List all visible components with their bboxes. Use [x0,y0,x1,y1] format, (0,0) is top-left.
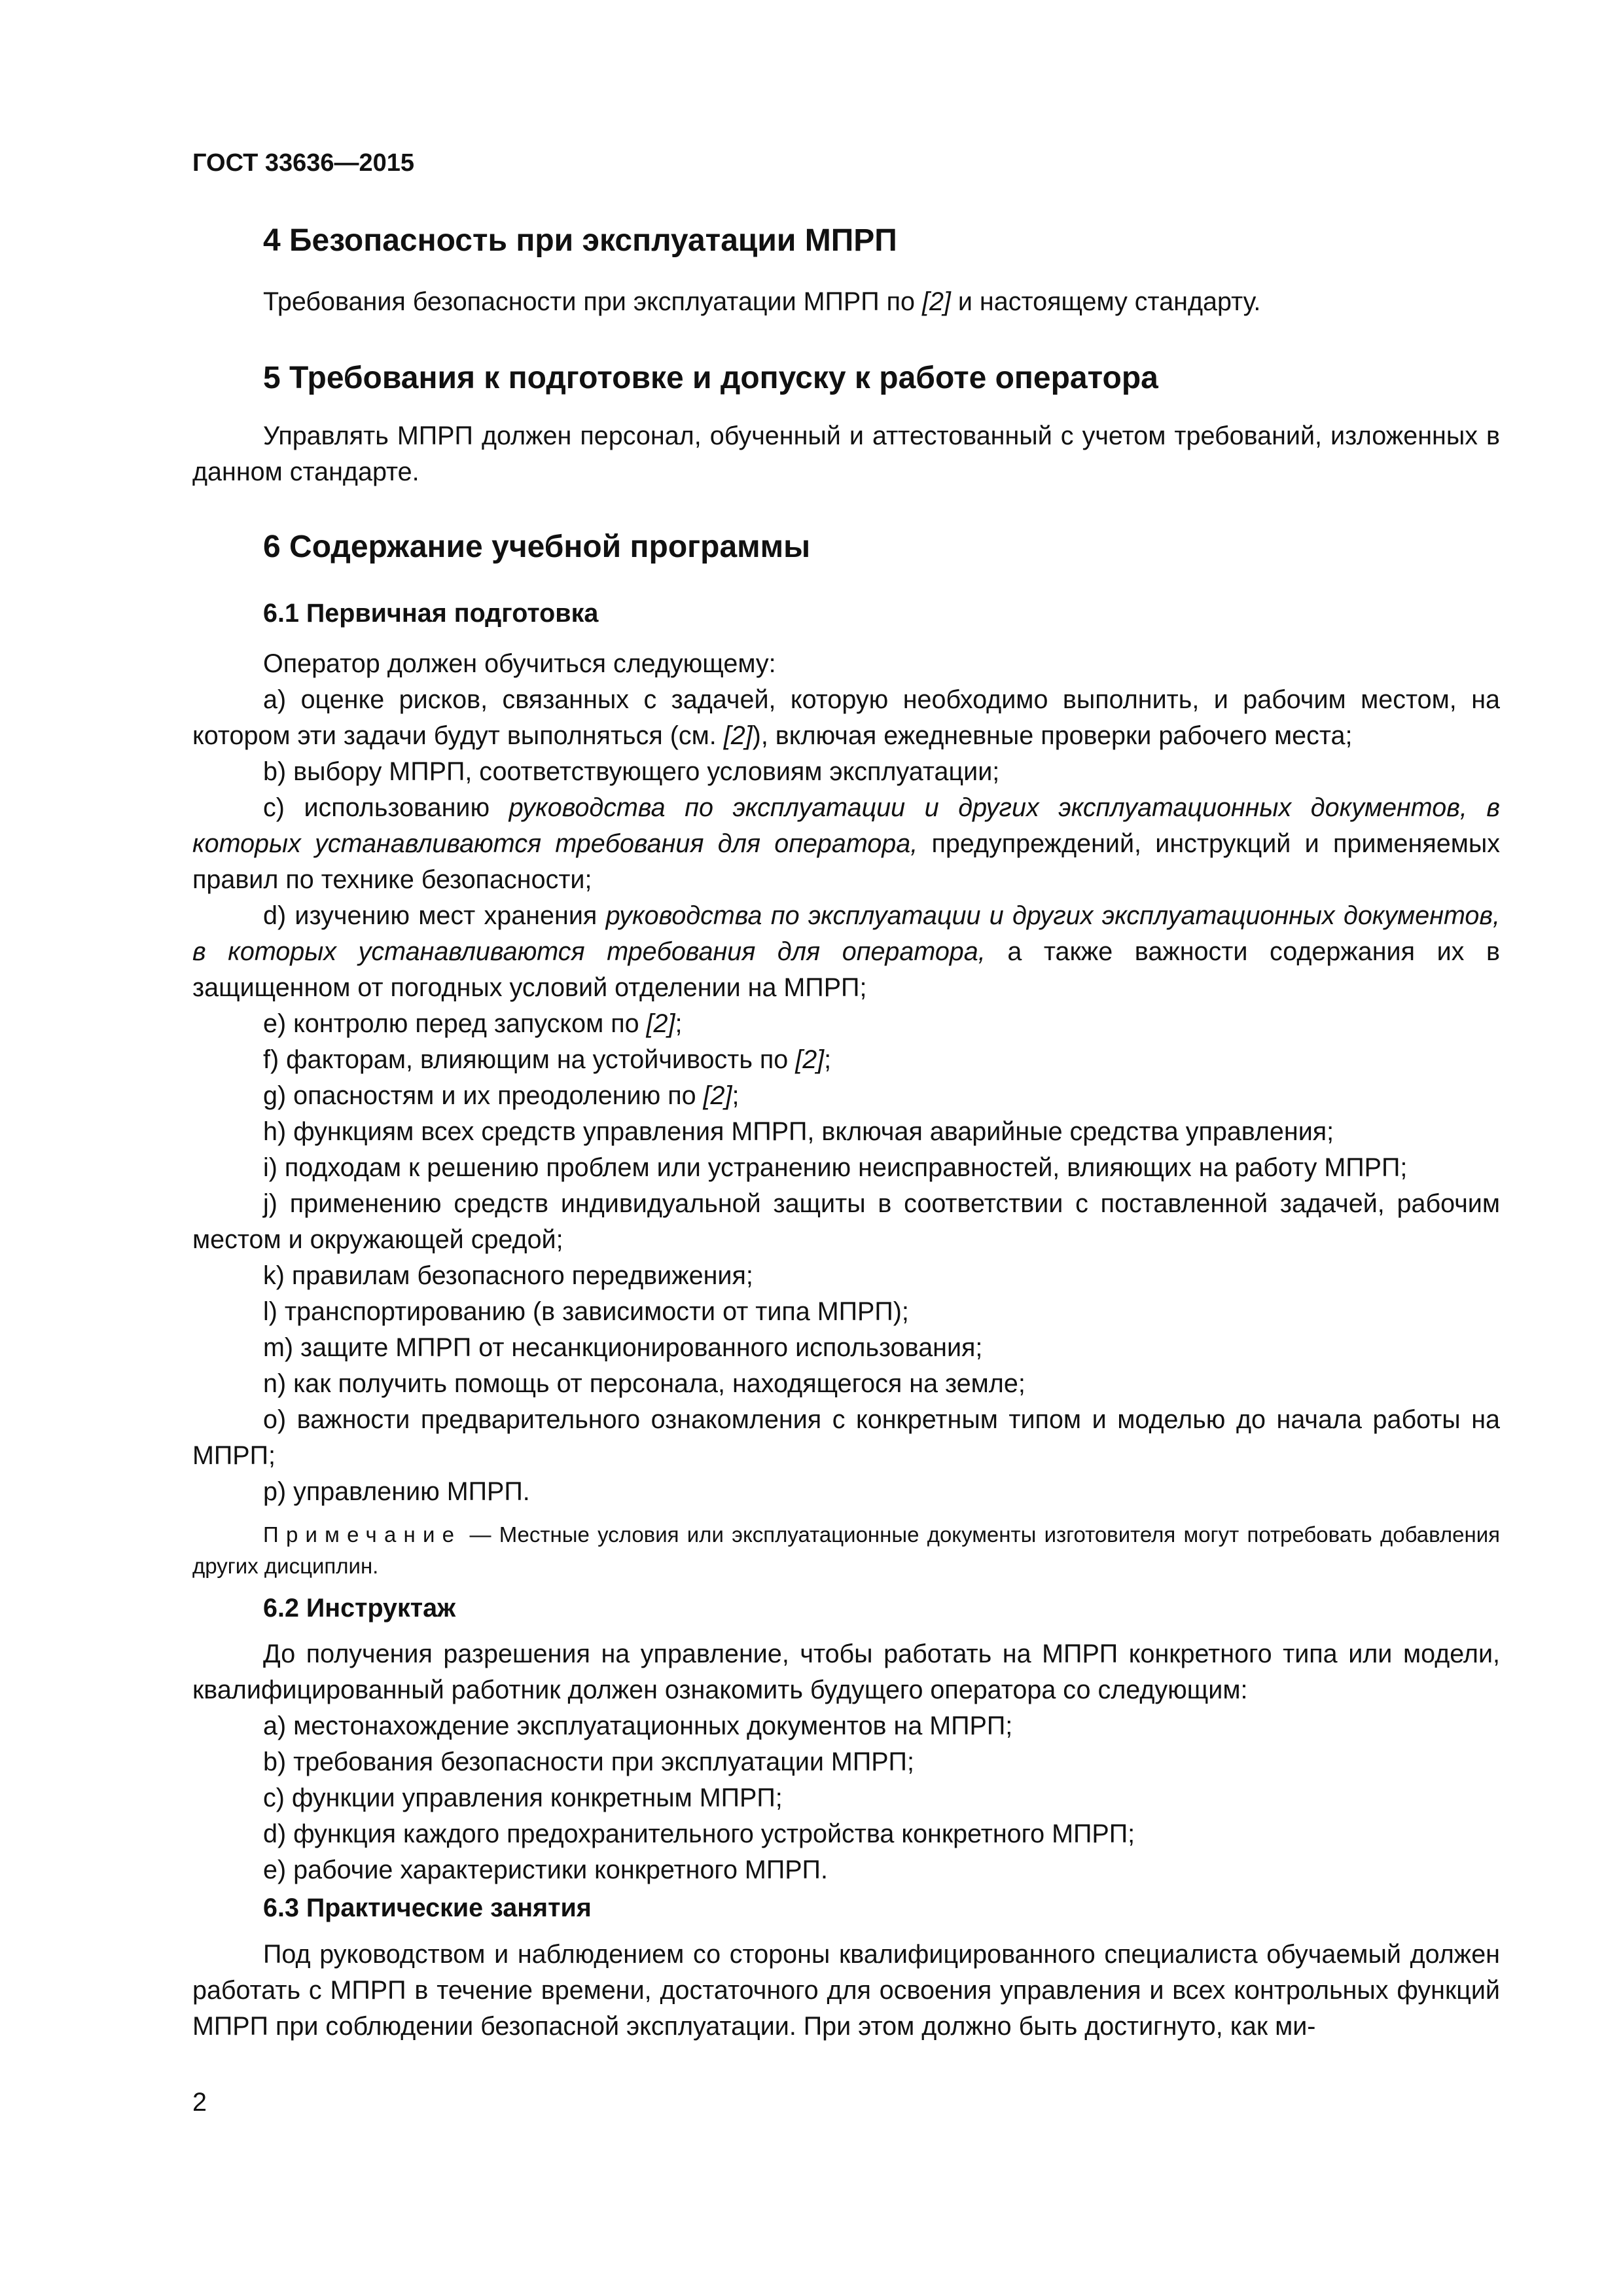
paragraph: Требования безопасности при эксплуатации МПРП по [2] и настоящему стандарту. [263,287,1261,316]
list-intro: Оператор должен обучиться следующему: [263,649,776,678]
subsection-6-3-body [192,1937,1500,2045]
reference-link[interactable]: [2] [646,1009,675,1038]
list-item: m) защите МПРП от несанкционированного использования; [263,1333,983,1362]
list-item: b) выбору МПРП, соответствующего условиям эксплуатации; [263,757,1000,786]
subsection-6-2-heading: 6.2 Инструктаж [263,1594,456,1623]
section-5-text [192,418,1500,490]
list-item: d) функция каждого предохранительного устройства конкретного МПРП; [263,1820,1135,1848]
list-item: g) опасностям и их преодолению по [2]; [263,1081,740,1110]
subsection-6-3-heading: 6.3 Практические занятия [263,1893,592,1922]
list-item: h) функциям всех средств управления МПРП, включая аварийные средства управления; [263,1117,1334,1146]
reference-link[interactable]: [2] [921,287,951,316]
reference-link[interactable]: [2] [723,721,753,750]
subsection-6-1-heading: 6.1 Первичная подготовка [263,599,599,628]
list-item: n) как получить помощь от персонала, находящегося на земле; [263,1369,1026,1398]
list-item: с) использованию руководства по эксплуатации и других эксплуатационных документов, в которых устанавливаются требования для оператора, предупреждений, инструкций и применяемых правил по технике безопасности; [192,793,1500,894]
section-4-heading: 4 Безопасность при эксплуатации МПРП [263,223,897,258]
list-item: е) контролю перед запуском по [2]; [263,1009,683,1038]
list-item: d) изучению мест хранения руководства по эксплуатации и других эксплуатационных документов, в которых устанавливаются требования для оператора, а также важности содержания их в защищенном от погодных условий отделении на МПРП; [192,901,1500,1002]
list-item: i) подходам к решению проблем или устранению неисправностей, влияющих на работу МПРП; [263,1153,1408,1182]
reference-link[interactable]: [2] [795,1045,825,1074]
list-item: р) управлению МПРП. [263,1477,530,1506]
paragraph: Управлять МПРП должен персонал, обученный и аттестованный с учетом требований, изложенных в данном стандарте. [192,422,1500,486]
section-4-text [192,284,1500,320]
note: Примечание — Местные условия или эксплуатационные документы изготовителя могут потребовать добавления других дисциплин. [192,1522,1500,1578]
list-item: k) правилам безопасного передвижения; [263,1261,753,1290]
list-item: f) факторам, влияющим на устойчивость по [2]; [263,1045,832,1074]
list-item: е) рабочие характеристики конкретного МПРП. [263,1856,828,1884]
subsection-6-1-body [192,646,1500,1582]
list-item: с) функции управления конкретным МПРП; [263,1784,783,1812]
list-intro: До получения разрешения на управление, чтобы работать на МПРП конкретного типа или модели, квалифицированный работник должен ознакомить будущего оператора со следующим: [192,1640,1500,1704]
section-6-heading: 6 Содержание учебной программы [263,529,811,564]
list-item: l) транспортированию (в зависимости от типа МПРП); [263,1297,909,1326]
paragraph: Под руководством и наблюдением со стороны квалифицированного специалиста обучаемый должен работать с МПРП в течение времени, достаточного для освоения управления и всех контрольных функций МПРП при соблюдении безопасной эксплуатации. При этом должно быть достигнуто, как ми- [192,1940,1500,2041]
list-item: о) важности предварительного ознакомления с конкретным типом и моделью до начала работы на МПРП; [192,1405,1500,1470]
list-item: j) применению средств индивидуальной защиты в соответствии с поставленной задачей, рабочим местом и окружающей средой; [192,1189,1500,1254]
reference-link[interactable]: [2] [703,1081,732,1110]
section-5-heading: 5 Требования к подготовке и допуску к работе оператора [263,361,1158,395]
page-number: 2 [192,2088,207,2117]
list-item: а) местонахождение эксплуатационных документов на МПРП; [263,1712,1013,1740]
subsection-6-2-body [192,1636,1500,1888]
list-item: b) требования безопасности при эксплуатации МПРП; [263,1748,914,1776]
document-code: ГОСТ 33636—2015 [192,149,415,177]
note-label: Примечание [263,1522,462,1547]
list-item: а) оценке рисков, связанных с задачей, которую необходимо выполнить, и рабочим местом, на котором эти задачи будут выполняться (см. [2]), включая ежедневные проверки рабочего места; [192,685,1500,750]
